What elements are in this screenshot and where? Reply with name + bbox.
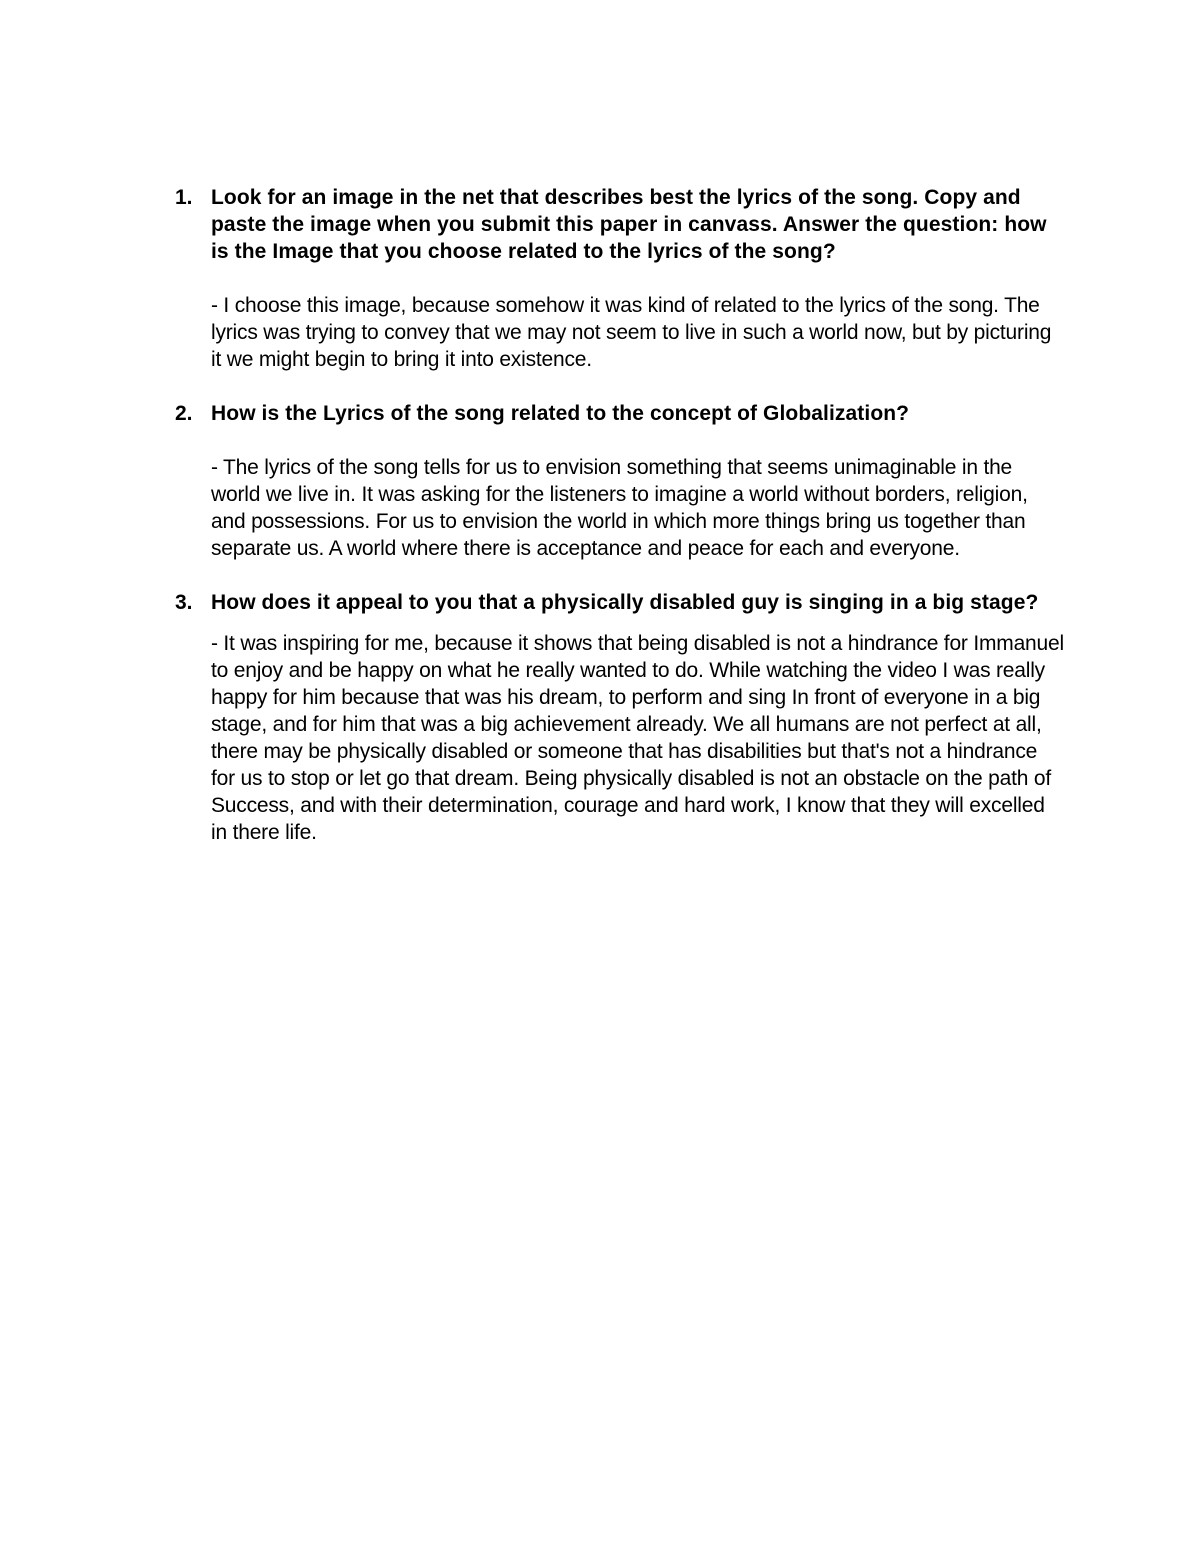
question-number: 3. [175,591,193,614]
question-list [175,184,1065,846]
question-text: How does it appeal to you that a physically disabled guy is singing in a big stage? [211,591,1039,614]
answer-text: - I choose this image, because somehow it was kind of related to the lyrics of the song. The lyrics was trying to convey that we may not seem to live in such a world now, but by picturing it we might begin to bring it into existence. [211,294,1052,371]
answer-text: - It was inspiring for me, because it shows that being disabled is not a hindrance for Immanuel to enjoy and be happy on what he really wanted to do. While watching the video I was really happy for him because that was his dream, to perform and sing In front of everyone in a big stage, and for him that was a big achievement already. We all humans are not perfect at all, there may be physically disabled or someone that has disabilities but that's not a hindrance for us to stop or let go that dream. Being physically disabled is not an obstacle on the path of Success, and with their determination, courage and hard work, I know that they will excelled in there life. [211,632,1064,844]
question-number: 1. [175,186,193,209]
question-text: How is the Lyrics of the song related to the concept of Globalization? [211,402,910,425]
question-item-2 [175,400,1065,562]
answer-text: - The lyrics of the song tells for us to envision something that seems unimaginable in the world we live in. It was asking for the listeners to imagine a world without borders, religion, and possessions. For us to envision the world in which more things bring us together than separate us. A world where there is acceptance and peace for each and everyone. [211,456,1028,560]
question-item-1 [175,184,1065,373]
question-number: 2. [175,402,193,425]
question-text: Look for an image in the net that describes best the lyrics of the song. Copy and paste the image when you submit this paper in canvass. Answer the question: how is the Image that you choose related to the lyrics of the song? [211,186,1047,263]
question-item-3 [175,589,1065,846]
